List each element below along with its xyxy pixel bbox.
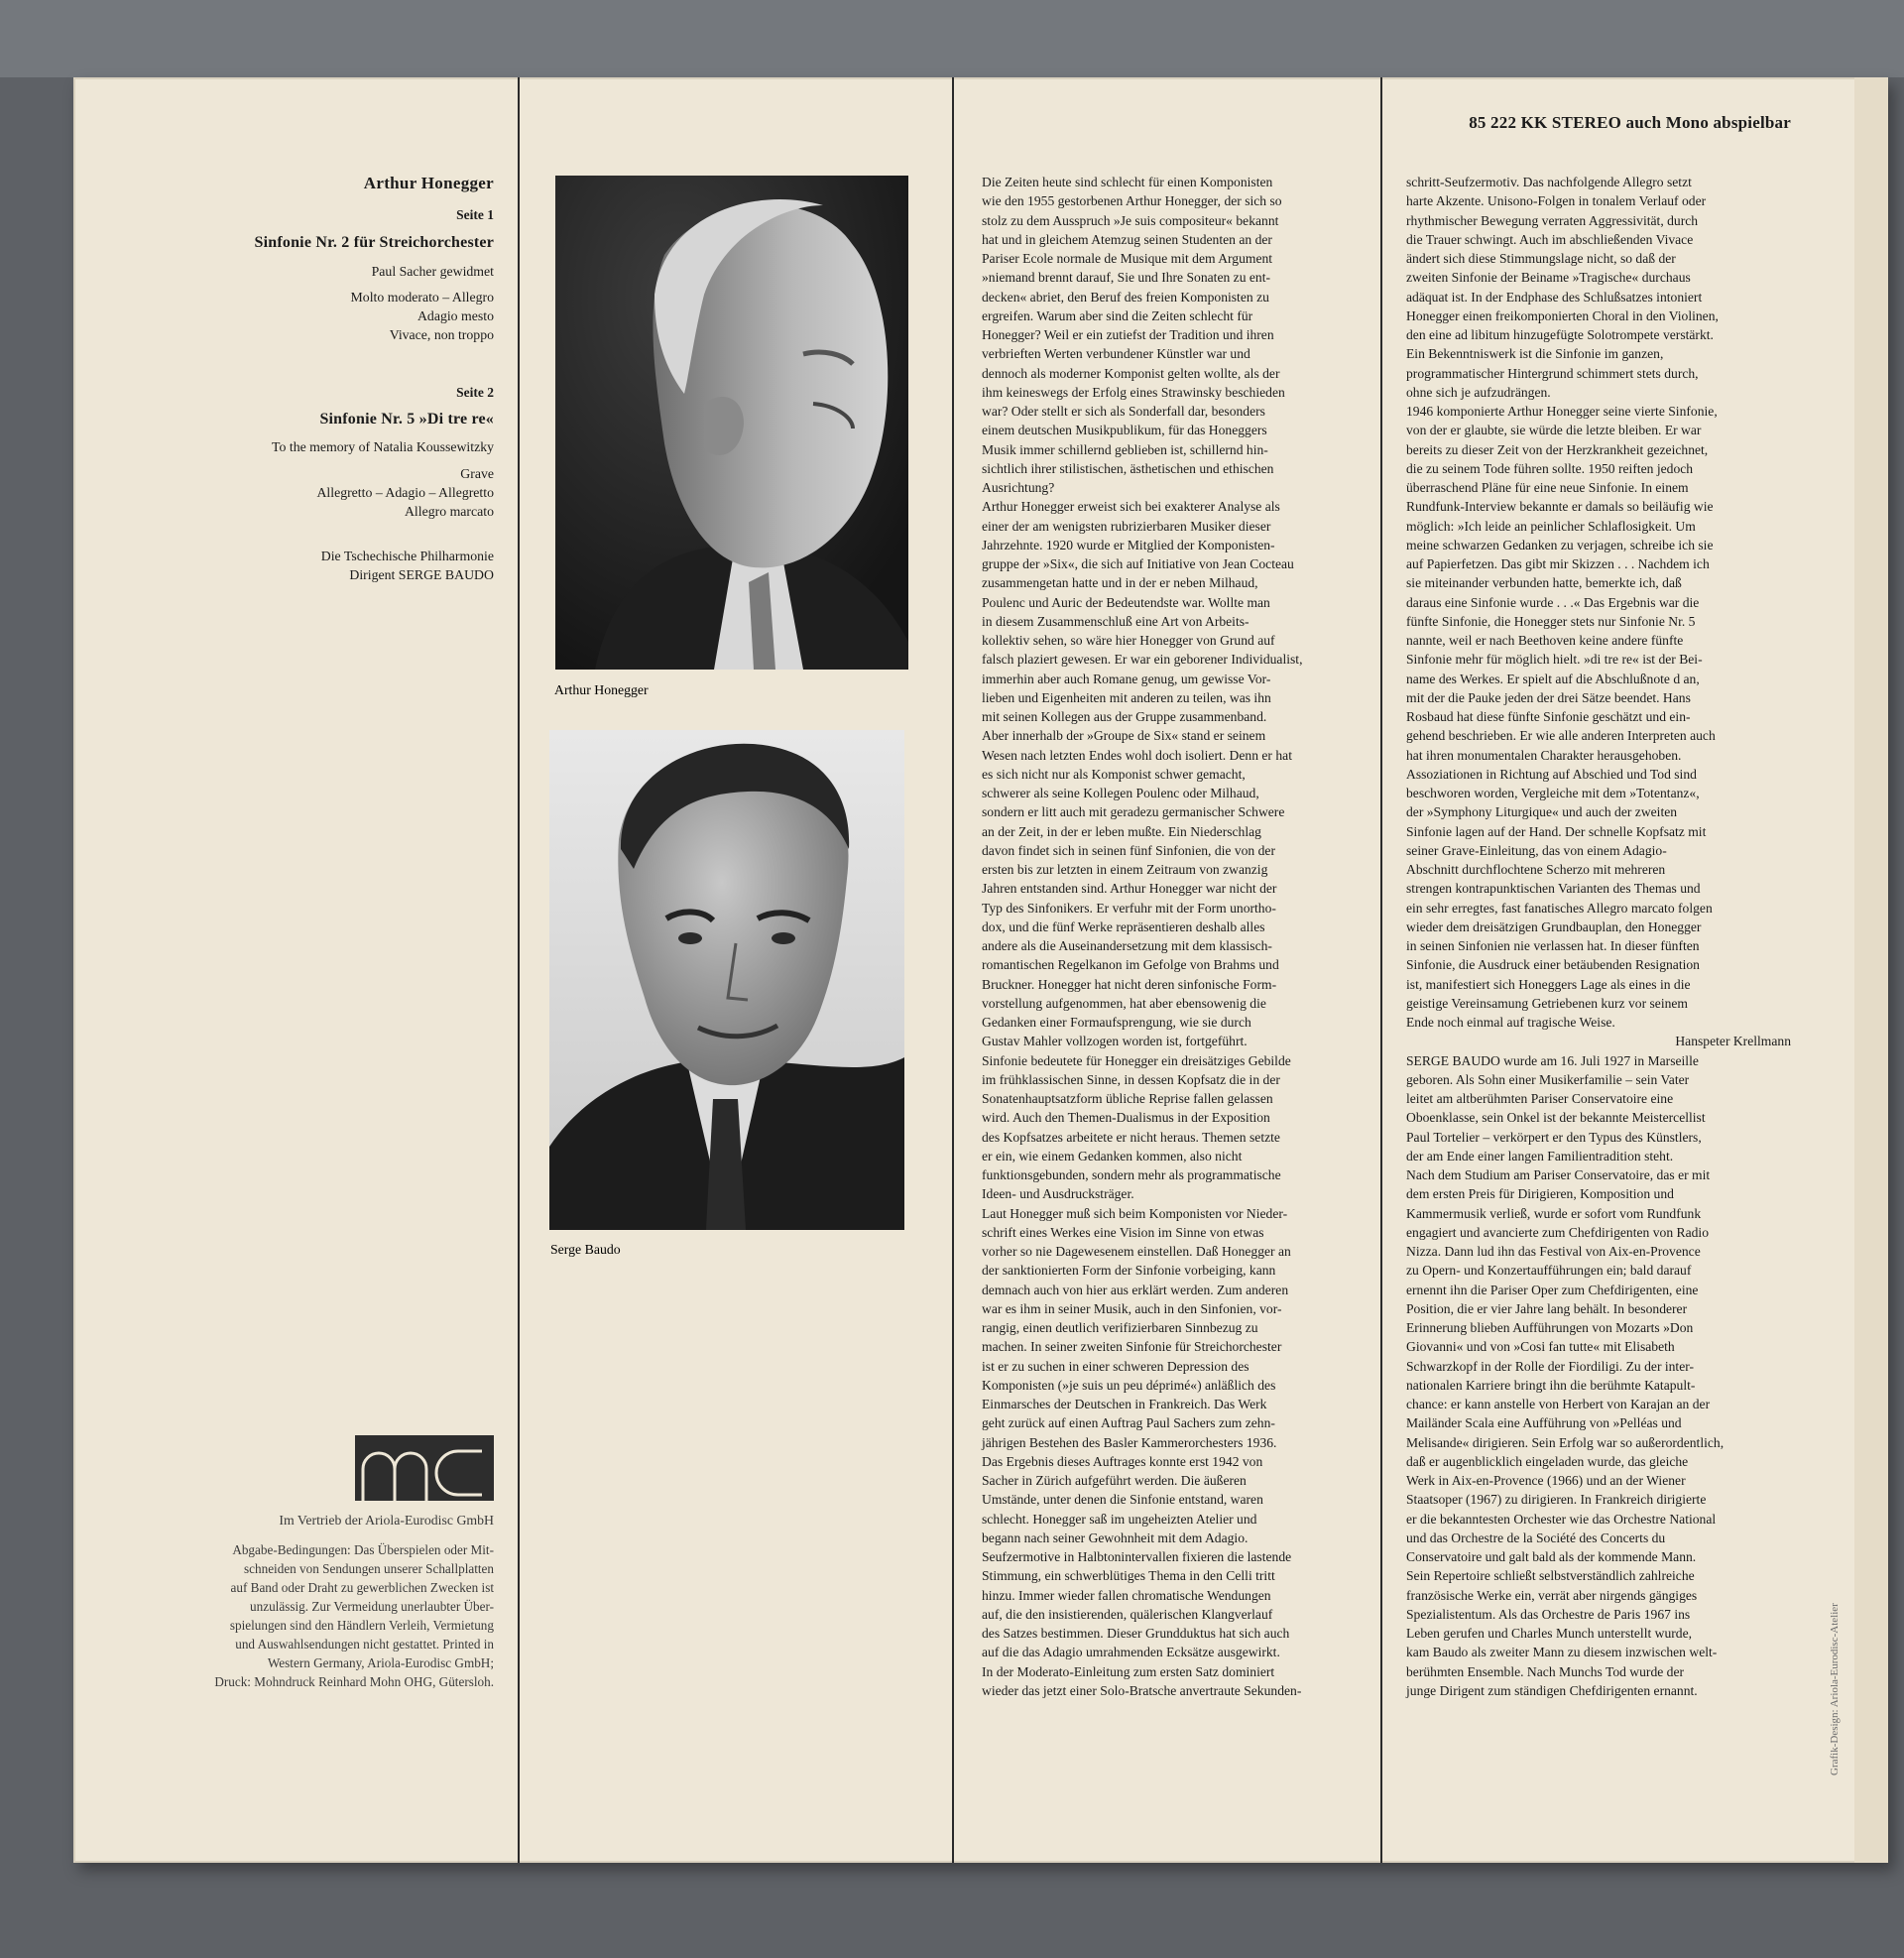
text-line: Seufzermotive in Halbtonintervallen fixieren die lastende bbox=[982, 1549, 1292, 1564]
column-divider bbox=[1380, 77, 1382, 1863]
text-line: Das Ergebnis dieses Auftrages konnte erst 1942 von bbox=[982, 1453, 1263, 1469]
text-line: ein sehr erregtes, fast fanatisches Allegro marcato folgen bbox=[1406, 900, 1713, 916]
background-wall bbox=[0, 0, 1904, 77]
text-line: name des Werkes. Er spielt auf die Abschlußnote d an, bbox=[1406, 671, 1700, 686]
text-line: wie den 1955 gestorbenen Arthur Honegger, der sich so bbox=[982, 193, 1282, 209]
text-line: wieder dem dreisätzigen Grundbauplan, den Honegger bbox=[1406, 918, 1702, 934]
text-line: vorher so nie Dagewesenem einstellen. Daß Honegger an bbox=[982, 1244, 1291, 1259]
movement: Grave bbox=[460, 466, 494, 481]
text-line: berühmten Ensemble. Nach Munchs Tod wurde der bbox=[1406, 1663, 1685, 1679]
text-line: Ausrichtung? bbox=[982, 480, 1055, 495]
text-line: Poulenc und Auric der Bedeutendste war. Wollte man bbox=[982, 594, 1270, 610]
design-credit: Grafik-Design: Ariola-Eurodisc-Atelier bbox=[1829, 1603, 1841, 1775]
text-line: Ende noch einmal auf tragische Weise. bbox=[1406, 1015, 1615, 1030]
composer-name: Arthur Honegger bbox=[363, 174, 494, 192]
text-line: ersten bis zur letzten in einem Zeitraum von zwanzig bbox=[982, 862, 1268, 877]
work-1-dedication: Paul Sacher gewidmet bbox=[371, 264, 494, 279]
side-1-label: Seite 1 bbox=[456, 207, 494, 222]
text-line: einer der am wenigsten rubrizierbaren Musiker dieser bbox=[982, 518, 1271, 534]
movement: Allegretto – Adagio – Allegretto bbox=[316, 485, 494, 500]
text-line: verbrieften Werten verbundener Künstler war und bbox=[982, 346, 1250, 362]
text-line: geht zurück auf einen Auftrag Paul Sachers zum zehn- bbox=[982, 1415, 1275, 1431]
text-line: den eine ad libitum hinzugefügte Solotrompete verstärkt. bbox=[1406, 327, 1714, 342]
text-line: rhythmischer Bewegung verraten Aggressivität, durch bbox=[1406, 212, 1699, 228]
text-line: Conservatoire und galt bald als der kommende Mann. bbox=[1406, 1549, 1697, 1564]
text-line: Paul Tortelier – verkörpert er den Typus des Künstlers, bbox=[1406, 1129, 1702, 1145]
conductor-credit: Dirigent SERGE BAUDO bbox=[349, 567, 494, 582]
text-line: Bruckner. Honegger hat nicht deren sinfonische Form- bbox=[982, 976, 1277, 992]
liner-notes-column-1 bbox=[982, 173, 1355, 1958]
text-line: er die bekanntesten Orchester wie das Orchestre National bbox=[1406, 1511, 1717, 1527]
text-line: Arthur Honegger erweist sich bei exakterer Analyse als bbox=[982, 499, 1280, 515]
text-line: Komponisten (»je suis un peu déprimé«) anläßlich des bbox=[982, 1377, 1276, 1393]
text-line: Werk in Aix-en-Provence (1966) und an der Wiener bbox=[1406, 1473, 1686, 1488]
text-line: davon findet sich in seinen fünf Sinfonien, die von der bbox=[982, 842, 1275, 858]
text-line: Pariser Ecole normale de Musique mit dem Argument bbox=[982, 251, 1273, 266]
text-line: leitet am altberühmten Pariser Conservatoire eine bbox=[1406, 1091, 1674, 1106]
text-line: Oboenklasse, sein Onkel ist der bekannte Meistercellist bbox=[1406, 1110, 1706, 1126]
text-line: decken« abriet, den Beruf des freien Komponisten zu bbox=[982, 289, 1269, 305]
photo-caption-honegger: Arthur Honegger bbox=[554, 682, 649, 697]
text-line: stolz zu dem Ausspruch »Je suis compositeur« bekannt bbox=[982, 212, 1279, 228]
catalog-number: 85 222 KK STEREO auch Mono abspielbar bbox=[1469, 113, 1791, 132]
work-1-title: Sinfonie Nr. 2 für Streichorchester bbox=[254, 234, 494, 251]
text-line: auf Papierfetzen. Das gibt mir Skizzen . . . Nachdem ich bbox=[1406, 556, 1710, 571]
text-line: schwerer als seine Kollegen Poulenc oder Milhaud, bbox=[982, 786, 1259, 800]
text-line: Sinfonie lagen auf der Hand. Der schnelle Kopfsatz mit bbox=[1406, 823, 1707, 839]
sales-conditions bbox=[113, 1540, 494, 1691]
text-line: einem deutschen Musikpublikum, für das Honeggers bbox=[982, 423, 1267, 438]
text-line: Spezialistentum. Als das Orchestre de Paris 1967 ins bbox=[1406, 1606, 1691, 1622]
text-line: Wesen nach letzten Endes wohl doch isoliert. Denn er hat bbox=[982, 747, 1292, 763]
liner-notes-column-2 bbox=[1406, 77, 1791, 1863]
text-line: in seinen Sinfonien nie verlassen hat. In dieser fünften bbox=[1406, 938, 1700, 953]
liner-notes-text bbox=[982, 173, 1355, 1700]
text-line: sie miteinander verbunden hatte, bemerkte ich, daß bbox=[1406, 575, 1682, 591]
text-line: Mailänder Scala eine Aufführung von »Pelléas und bbox=[1406, 1415, 1682, 1431]
conditions-line: auf Band oder Draht zu gewerblichen Zwecken ist bbox=[230, 1580, 494, 1595]
text-line: ist, manifestiert sich Honeggers Lage als eines in die bbox=[1406, 976, 1691, 992]
photo-caption-baudo: Serge Baudo bbox=[550, 1242, 621, 1257]
portrait-photo-honegger bbox=[555, 176, 908, 670]
text-line: Laut Honegger muß sich beim Komponisten vor Nieder- bbox=[982, 1205, 1288, 1221]
text-line: gehend beschrieben. Er wie alle anderen Interpreten auch bbox=[1406, 728, 1716, 744]
text-line: In der Moderato-Einleitung zum ersten Satz dominiert bbox=[982, 1663, 1275, 1679]
text-line: schlecht. Honegger saß im ungeheizten Atelier und bbox=[982, 1511, 1257, 1527]
sleeve-edge-strip bbox=[1854, 77, 1888, 1863]
text-line: Rosbaud hat diese fünfte Sinfonie geschätzt und ein- bbox=[1406, 709, 1691, 724]
work-2-movements bbox=[316, 464, 494, 521]
text-line: demnach auch von hier aus erklärt werden. Zum anderen bbox=[982, 1282, 1289, 1297]
text-line: der am Ende einer langen Familientradition steht. bbox=[1406, 1148, 1674, 1163]
text-line: sichtlich ihrer stilistischen, ästhetischen und ethischen bbox=[982, 460, 1274, 476]
text-line: Schwarzkopf in der Rolle der Fiordiligi. Zu der inter- bbox=[1406, 1358, 1695, 1374]
text-line: falsch plaziert gewesen. Er war ein geborener Individualist, bbox=[982, 652, 1303, 668]
text-line: mit der die Pauke jeden der drei Sätze beendet. Hans bbox=[1406, 689, 1691, 705]
text-line: schritt-Seufzermotiv. Das nachfolgende Allegro setzt bbox=[1406, 175, 1692, 189]
text-line: ergreifen. Warum aber sind die Zeiten schlecht für bbox=[982, 307, 1253, 323]
text-line: Abschnitt durchflochtene Scherzo mit mehreren bbox=[1406, 862, 1666, 877]
text-line: Sonatenhauptsatzform übliche Reprise fallen gelassen bbox=[982, 1091, 1273, 1106]
conditions-line: Druck: Mohndruck Reinhard Mohn OHG, Gütersloh. bbox=[214, 1674, 494, 1689]
text-line: funktionsgebunden, sondern mehr als programmatische bbox=[982, 1167, 1281, 1182]
text-line: 1946 komponierte Arthur Honegger seine vierte Sinfonie, bbox=[1406, 404, 1718, 419]
text-line: war? Oder stellt er sich als Sonderfall dar, besonders bbox=[982, 404, 1265, 419]
text-line: SERGE BAUDO wurde am 16. Juli 1927 in Marseille bbox=[1406, 1052, 1699, 1068]
text-line: andere als die Auseinandersetzung mit dem klassisch- bbox=[982, 938, 1272, 953]
column-divider bbox=[518, 77, 520, 1863]
text-line: geboren. Als Sohn einer Musikerfamilie – sein Vater bbox=[1406, 1071, 1690, 1087]
text-line: gruppe der »Six«, die sich auf Initiative von Jean Cocteau bbox=[982, 556, 1294, 571]
conductor-biography bbox=[1406, 1051, 1791, 1701]
text-line: Gedanken einer Formaufsprengung, wie sie durch bbox=[982, 1015, 1251, 1030]
text-line: bereits zu dieser Zeit von der Herzkrankheit gezeichnet, bbox=[1406, 441, 1709, 457]
text-line: Ideen- und Ausdrucksträger. bbox=[982, 1186, 1134, 1202]
work-1-movements bbox=[351, 288, 494, 344]
conditions-line: spielungen sind den Händlern Verleih, Vermietung bbox=[229, 1618, 494, 1633]
text-line: der sanktionierten Form der Sinfonie vorbeiging, kann bbox=[982, 1263, 1276, 1279]
portrait-photo-baudo bbox=[549, 730, 904, 1230]
text-line: Melisande« dirigieren. Sein Erfolg war so außerordentlich, bbox=[1406, 1434, 1725, 1450]
text-line: Ein Bekenntniswerk ist die Sinfonie im ganzen, bbox=[1406, 346, 1664, 362]
text-line: überraschend Pläne für eine neue Sinfonie. In einem bbox=[1406, 480, 1689, 495]
tracklist-column bbox=[113, 77, 494, 1863]
text-line: dem ersten Preis für Dirigieren, Komposition und bbox=[1406, 1186, 1674, 1202]
text-line: dox, und die fünf Werke repräsentieren deshalb alles bbox=[982, 918, 1265, 934]
text-line: mit seinen Kollegen aus der Gruppe zusammenband. bbox=[982, 709, 1267, 724]
text-line: Jahrzehnte. 1920 wurde er Mitglied der Komponisten- bbox=[982, 537, 1275, 552]
text-line: ernennt ihn die Pariser Oper zum Chefdirigenten, eine bbox=[1406, 1282, 1699, 1297]
text-line: kollektiv sehen, so wäre hier Honegger von Grund auf bbox=[982, 633, 1275, 648]
text-line: Typ des Sinfonikers. Er verfuhr mit der Form unortho- bbox=[982, 900, 1276, 916]
text-line: machen. In seiner zweiten Sinfonie für Streichorchester bbox=[982, 1339, 1282, 1355]
orchestra-credit: Die Tschechische Philharmonie bbox=[320, 549, 494, 563]
text-line: strengen kontrapunktischen Varianten des Themas und bbox=[1406, 881, 1701, 897]
text-line: beschworen worden, Vergleiche mit dem »Totentanz«, bbox=[1406, 786, 1700, 800]
text-line: ist er zu suchen in einer schweren Depression des bbox=[982, 1358, 1250, 1374]
text-line: möglich: »Ich leide an peinlicher Schlaflosigkeit. Um bbox=[1406, 518, 1696, 534]
text-line: nannte, weil er nach Beethoven keine andere fünfte bbox=[1406, 633, 1684, 648]
text-line: romantischen Regelkanon im Gefolge von Brahms und bbox=[982, 957, 1279, 973]
text-line: begann nach seiner Gewohnheit mit dem Adagio. bbox=[982, 1530, 1249, 1545]
text-line: hat ihren monumentalen Charakter herausgehoben. bbox=[1406, 747, 1682, 763]
text-line: Nizza. Dann lud ihn das Festival von Aix-en-Provence bbox=[1406, 1244, 1701, 1259]
text-line: und das Orchestre de la Société des Concerts du bbox=[1406, 1530, 1666, 1545]
text-line: nationalen Karriere bringt ihn die berühmte Katapult- bbox=[1406, 1377, 1696, 1393]
text-line: Musik immer schillernd geblieben ist, schillernd hin- bbox=[982, 441, 1268, 457]
conditions-line: Abgabe-Bedingungen: Das Überspielen oder Mit- bbox=[232, 1542, 494, 1557]
distribution-note: Im Vertrieb der Ariola-Eurodisc GmbH bbox=[279, 1513, 494, 1528]
work-2-dedication: To the memory of Natalia Koussewitzky bbox=[272, 439, 494, 454]
text-line: auf, die den insistierenden, quälerischen Klangverlauf bbox=[982, 1606, 1273, 1622]
movement: Allegro marcato bbox=[404, 504, 494, 519]
text-line: geistige Vereinsamung Getriebenen kurz vor seinem bbox=[1406, 995, 1688, 1011]
text-line: Sein Repertoire schließt selbstverständlich zahlreiche bbox=[1406, 1568, 1695, 1584]
text-line: Die Zeiten heute sind schlecht für einen Komponisten bbox=[982, 175, 1273, 189]
text-line: Giovanni« und von »Cosi fan tutte« mit Elisabeth bbox=[1406, 1339, 1675, 1355]
text-line: Position, die er vier Jahre lang behält. In besonderer bbox=[1406, 1300, 1688, 1316]
text-line: an der Zeit, in der er leben mußte. Ein Niederschlag bbox=[982, 823, 1261, 839]
text-line: die Trauer schwingt. Auch im abschließenden Vivace bbox=[1406, 231, 1694, 247]
text-line: ihm keineswegs der Erfolg eines Strawinsky beschieden bbox=[982, 384, 1285, 400]
conditions-line: schneiden von Sendungen unserer Schallplatten bbox=[244, 1561, 494, 1576]
text-line: fünfte Sinfonie, die Honegger stets nur Sinfonie Nr. 5 bbox=[1406, 613, 1696, 629]
text-line: es sich nicht nur als Komponist schwer gemacht, bbox=[982, 766, 1246, 782]
conditions-line: unzulässig. Zur Vermeidung unerlaubter Über- bbox=[250, 1599, 494, 1614]
text-line: Staatsoper (1967) zu dirigieren. In Frankreich dirigierte bbox=[1406, 1492, 1707, 1508]
side-2-label: Seite 2 bbox=[456, 385, 494, 400]
text-line: Honegger? Weil er ein zutiefst der Tradition und ihren bbox=[982, 327, 1274, 342]
portrait-baudo-image bbox=[549, 730, 904, 1230]
text-line: chance: er kann anstelle von Herbert von Karajan an der bbox=[1406, 1397, 1711, 1411]
text-line: Erinnerung blieben Aufführungen von Mozarts »Don bbox=[1406, 1320, 1694, 1335]
text-line: Sinfonie mehr für möglich hielt. »di tre re« ist der Bei- bbox=[1406, 652, 1703, 668]
text-line: zweiten Sinfonie der Beiname »Tragische« durchaus bbox=[1406, 270, 1691, 286]
text-line: Sacher in Zürich aufgeführt werden. Die äußeren bbox=[982, 1473, 1247, 1488]
text-line: Einmarsches der Deutschen in Frankreich. Das Werk bbox=[982, 1397, 1267, 1411]
label-logo bbox=[355, 1435, 494, 1501]
text-line: des Satzes bestimmen. Dieser Grundduktus hat sich auch bbox=[982, 1626, 1290, 1641]
text-line: Jahren entstanden sind. Arthur Honegger war nicht der bbox=[982, 881, 1277, 897]
text-line: Nach dem Studium am Pariser Conservatoire, das er mit bbox=[1406, 1167, 1711, 1182]
text-line: dennoch als moderner Komponist gelten wollte, als der bbox=[982, 365, 1280, 381]
text-line: kam Baudo als zweiter Mann zu diesem inzwischen welt- bbox=[1406, 1645, 1718, 1660]
conditions-line: Western Germany, Ariola-Eurodisc GmbH; bbox=[267, 1655, 494, 1670]
column-divider bbox=[952, 77, 954, 1863]
text-line: die zu seinem Tode führen sollte. 1950 reiften jedoch bbox=[1406, 460, 1694, 476]
text-line: ändert sich diese Stimmungslage nicht, so daß der bbox=[1406, 251, 1676, 266]
text-line: Honegger einen freikomponierten Choral in den Violinen, bbox=[1406, 307, 1719, 323]
text-line: hinzu. Immer wieder fallen chromatische Wendungen bbox=[982, 1587, 1271, 1603]
text-line: im frühklassischen Sinne, in dessen Kopfsatz die in der bbox=[982, 1071, 1280, 1087]
text-line: lieben und Eigenheiten mit anderen zu teilen, was ihn bbox=[982, 689, 1271, 705]
text-line: Assoziationen in Richtung auf Abschied und Tod sind bbox=[1406, 766, 1697, 782]
movement: Molto moderato – Allegro bbox=[350, 290, 494, 305]
text-line: Stimmung, ein schwerblütiges Thema in den Celli tritt bbox=[982, 1568, 1275, 1584]
text-line: Aber innerhalb der »Groupe de Six« stand er seinem bbox=[982, 728, 1266, 744]
text-line: sondern er litt auch mit geradezu germanischer Schwere bbox=[982, 804, 1285, 820]
text-line: Gustav Mahler vollzogen worden ist, fortgeführt. bbox=[982, 1034, 1248, 1049]
text-line: engagiert und avancierte zum Chefdirigenten von Radio bbox=[1406, 1224, 1709, 1240]
text-line: immerhin aber auch Romane genug, um gewisse Vor- bbox=[982, 671, 1271, 686]
text-line: rangig, einen deutlich verifizierbaren Sinnbezug zu bbox=[982, 1320, 1258, 1335]
text-line: des Kopfsatzes arbeitete er nicht heraus. Themen setzte bbox=[982, 1129, 1280, 1145]
text-line: Sinfonie, die Ausdruck einer betäubenden Resignation bbox=[1406, 957, 1700, 973]
text-line: harte Akzente. Unisono-Folgen in tonalem Verlauf oder bbox=[1406, 193, 1707, 209]
text-line: junge Dirigent zum ständigen Chefdirigenten ernannt. bbox=[1406, 1682, 1698, 1698]
text-line: in diesem Zusammenschluß eine Art von Arbeits- bbox=[982, 613, 1250, 629]
text-line: jährigen Bestehen des Basler Kammerorchesters 1936. bbox=[982, 1434, 1277, 1450]
notes-author: Hanspeter Krellmann bbox=[1675, 1034, 1791, 1049]
text-line: vorstellung aufgenommen, hat aber ebensowenig die bbox=[982, 995, 1266, 1011]
movement: Vivace, non troppo bbox=[389, 327, 494, 342]
text-line: seiner Grave-Einleitung, das von einem Adagio- bbox=[1406, 842, 1667, 858]
text-line: daß er augenblicklich eingeladen wurde, das gleiche bbox=[1406, 1453, 1689, 1469]
text-line: wieder das jetzt einer Solo-Bratsche anvertraute Sekunden- bbox=[982, 1682, 1302, 1698]
work-2-title: Sinfonie Nr. 5 »Di tre re« bbox=[319, 411, 494, 428]
text-line: wird. Auch den Themen-Dualismus in der Exposition bbox=[982, 1110, 1270, 1126]
text-line: hat und in gleichem Atemzug seinen Studenten an der bbox=[982, 231, 1272, 247]
conditions-line: und Auswahlsendungen nicht gestattet. Printed in bbox=[235, 1637, 494, 1652]
text-line: war es ihm in seiner Musik, auch in den Sinfonien, vor- bbox=[982, 1300, 1282, 1316]
record-sleeve-back bbox=[73, 77, 1888, 1863]
text-line: ohne sich je aufzudrängen. bbox=[1406, 384, 1551, 400]
text-line: adäquat ist. In der Endphase des Schlußsatzes intoniert bbox=[1406, 289, 1703, 305]
text-line: Sinfonie bedeutete für Honegger ein dreisätziges Gebilde bbox=[982, 1052, 1291, 1068]
text-line: er ein, wie einem Gedanken kommen, also nicht bbox=[982, 1148, 1243, 1163]
text-line: programmatischer Hintergrund schimmert stets durch, bbox=[1406, 365, 1699, 381]
portrait-honegger-image bbox=[555, 176, 908, 670]
text-line: Kammermusik verließ, wurde er sofort vom Rundfunk bbox=[1406, 1205, 1702, 1221]
movement: Adagio mesto bbox=[416, 308, 494, 323]
text-line: Umstände, unter denen die Sinfonie entstand, waren bbox=[982, 1492, 1263, 1508]
text-line: daraus eine Sinfonie wurde . . .« Das Ergebnis war die bbox=[1406, 594, 1700, 610]
text-line: zu Opern- und Konzertaufführungen ein; bald darauf bbox=[1406, 1263, 1692, 1279]
text-line: französische Werke ein, verrät aber nirgends gängiges bbox=[1406, 1587, 1698, 1603]
text-line: auf die das Adagio umrahmenden Ecksätze ausgewirkt. bbox=[982, 1645, 1280, 1660]
text-line: der »Symphony Liturgique« und auch der zweiten bbox=[1406, 804, 1678, 820]
liner-notes-text bbox=[1406, 173, 1791, 1032]
text-line: schrift eines Werkes eine Vision im Sinne von etwas bbox=[982, 1224, 1264, 1240]
text-line: Rundfunk-Interview bekannte er damals so beiläufig wie bbox=[1406, 499, 1714, 515]
text-line: »niemand brennt darauf, Sie und Ihre Sonaten zu ent- bbox=[982, 270, 1271, 286]
text-line: zusammengetan hatte und in der er neben Milhaud, bbox=[982, 575, 1258, 591]
text-line: von der er glaubte, sie würde die letzte bleiben. Er war bbox=[1406, 423, 1702, 438]
text-line: Leben gerufen und Charles Munch unterstellt wurde, bbox=[1406, 1626, 1693, 1641]
text-line: meine schwarzen Gedanken zu verjagen, schreibe ich sie bbox=[1406, 537, 1714, 552]
